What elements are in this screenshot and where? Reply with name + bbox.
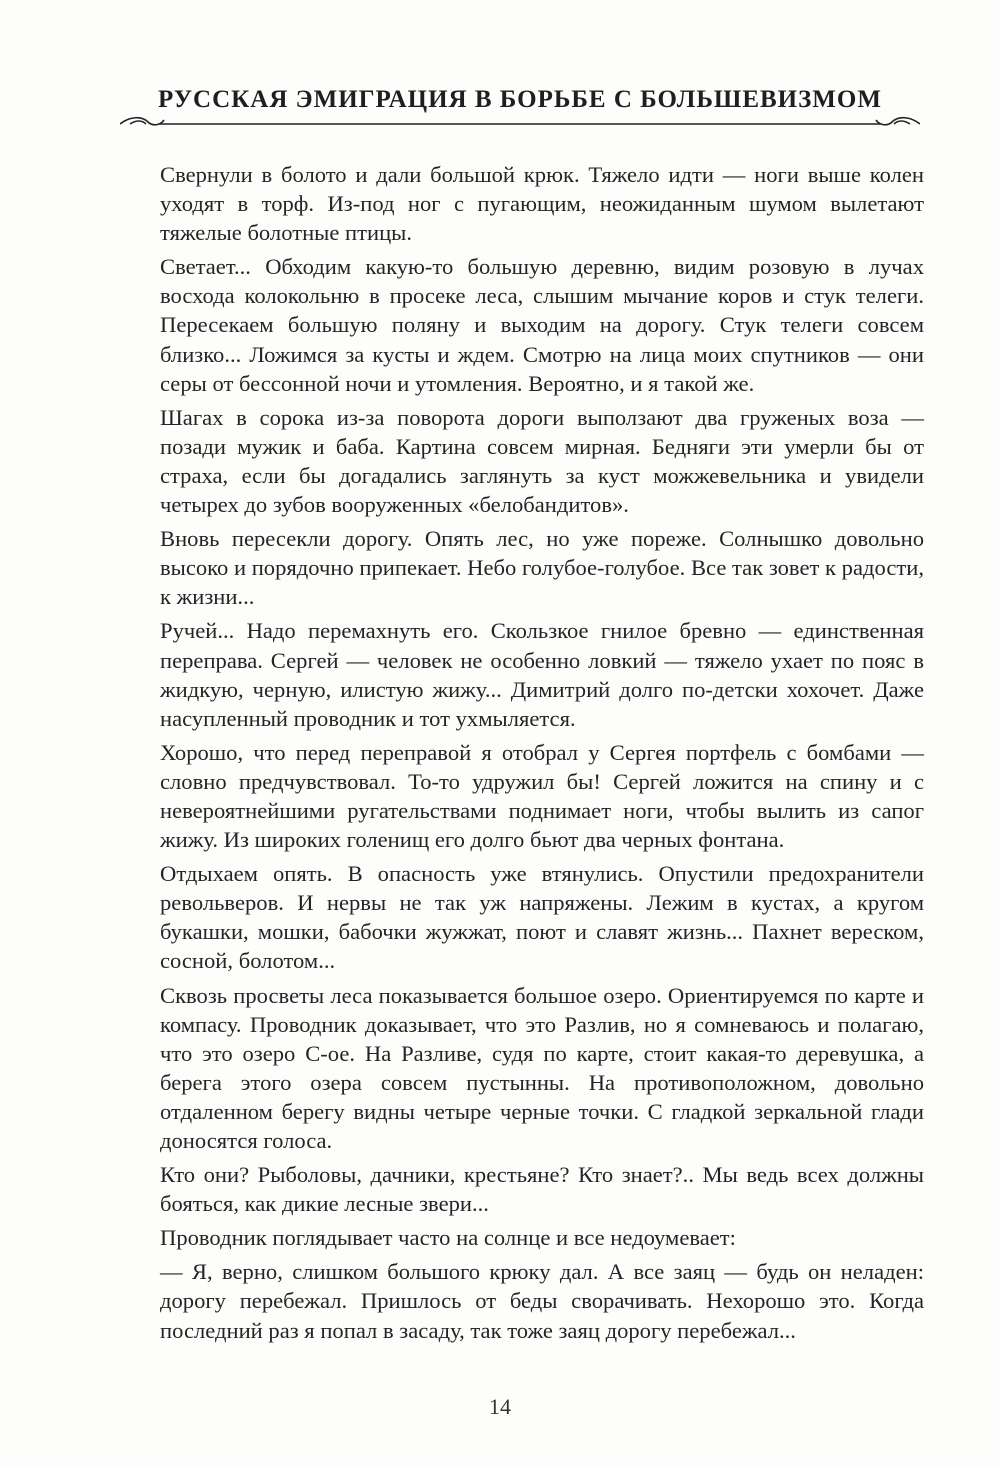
- paragraph: Проводник поглядывает часто на солнце и все недоумевает:: [160, 1225, 736, 1251]
- body-text: [160, 160, 924, 1350]
- paragraph: Ручей... Надо перемахнуть его. Скользкое гнилое бревно — единственная переправа. Сергей — человек не особенно ловкий — тяжело ухает по пояс в жидкую, черную, илистую жижу... Димитрий долго по-детски хохочет. Даже насупленный проводник и тот ухмыляется.: [160, 618, 924, 731]
- paragraph: Сквозь просветы леса показывается большое озеро. Ориентируемся по карте и компасу. Проводник доказывает, что это Разлив, но я сомневаюсь и полагаю, что это озеро С-ое. На Разливе, судя по карте, стоит какая-то деревушка, а берега этого озера совсем пустынны. На противоположном, довольно отдаленном берегу видны четыре черные точки. С гладкой зеркальной глади доносятся голоса.: [160, 982, 924, 1153]
- paragraph: — Я, верно, слишком большого крюку дал. А все заяц — будь он неладен: дорогу перебежал. Пришлось от беды сворачивать. Нехорошо это. Когда последний раз я попал в засаду, так тоже заяц дорогу перебежал...: [160, 1259, 924, 1343]
- ornamental-rule: [120, 114, 920, 128]
- paragraph: Свернули в болото и дали большой крюк. Тяжело идти — ноги выше колен уходят в торф. Из-под ног с пугающим, неожиданным шумом вылетают тяжелые болотные птицы.: [160, 162, 924, 246]
- header-title: РУССКАЯ ЭМИГРАЦИЯ В БОРЬБЕ С БОЛЬШЕВИЗМОМ: [158, 86, 882, 113]
- paragraph: Шагах в сорока из-за поворота дороги выползают два груженых воза — позади мужик и баба. Картина совсем мирная. Бедняги эти умерли бы от страха, если бы догадались заглянуть за куст можжевельника и увидели четырех до зубов вооруженных «белобандитов».: [160, 404, 924, 518]
- paragraph: Кто они? Рыболовы, дачники, крестьяне? Кто знает?.. Мы ведь всех должны бояться, как дикие лесные звери...: [160, 1162, 924, 1217]
- ornament-icon: [120, 114, 920, 128]
- running-header: [120, 78, 920, 128]
- paragraph: Светает... Обходим какую-то большую деревню, видим розовую в лучах восхода колокольню в просеке леса, слышим мычание коров и стук телеги. Пересекаем большую поляну и выходим на дорогу. Стук телеги совсем близко... Ложимся за кусты и ждем. Смотрю на лица моих спутников — они серы от бессонной ночи и утомления. Вероятно, и я такой же.: [160, 254, 924, 396]
- paragraph: Отдыхаем опять. В опасность уже втянулись. Опустили предохранители револьверов. И нервы не так уж напряжены. Лежим в кустах, а кругом букашки, мошки, бабочки жужжат, поют и славят жизнь... Пахнет вереском, сосной, болотом...: [160, 861, 924, 974]
- paragraph: Хорошо, что перед переправой я отобрал у Сергея портфель с бомбами — словно предчувствовал. То-то удружил бы! Сергей ложится на спину и с невероятнейшими ругательствами поднимает ноги, чтобы вылить из сапог жижу. Из широких голенищ его долго бьют два черных фонтана.: [160, 739, 924, 853]
- paragraph: Вновь пересекли дорогу. Опять лес, но уже пореже. Солнышко довольно высоко и порядочно припекает. Небо голубое-голубое. Все так зовет к радости, к жизни...: [160, 526, 924, 610]
- page-number: 14: [489, 1394, 511, 1419]
